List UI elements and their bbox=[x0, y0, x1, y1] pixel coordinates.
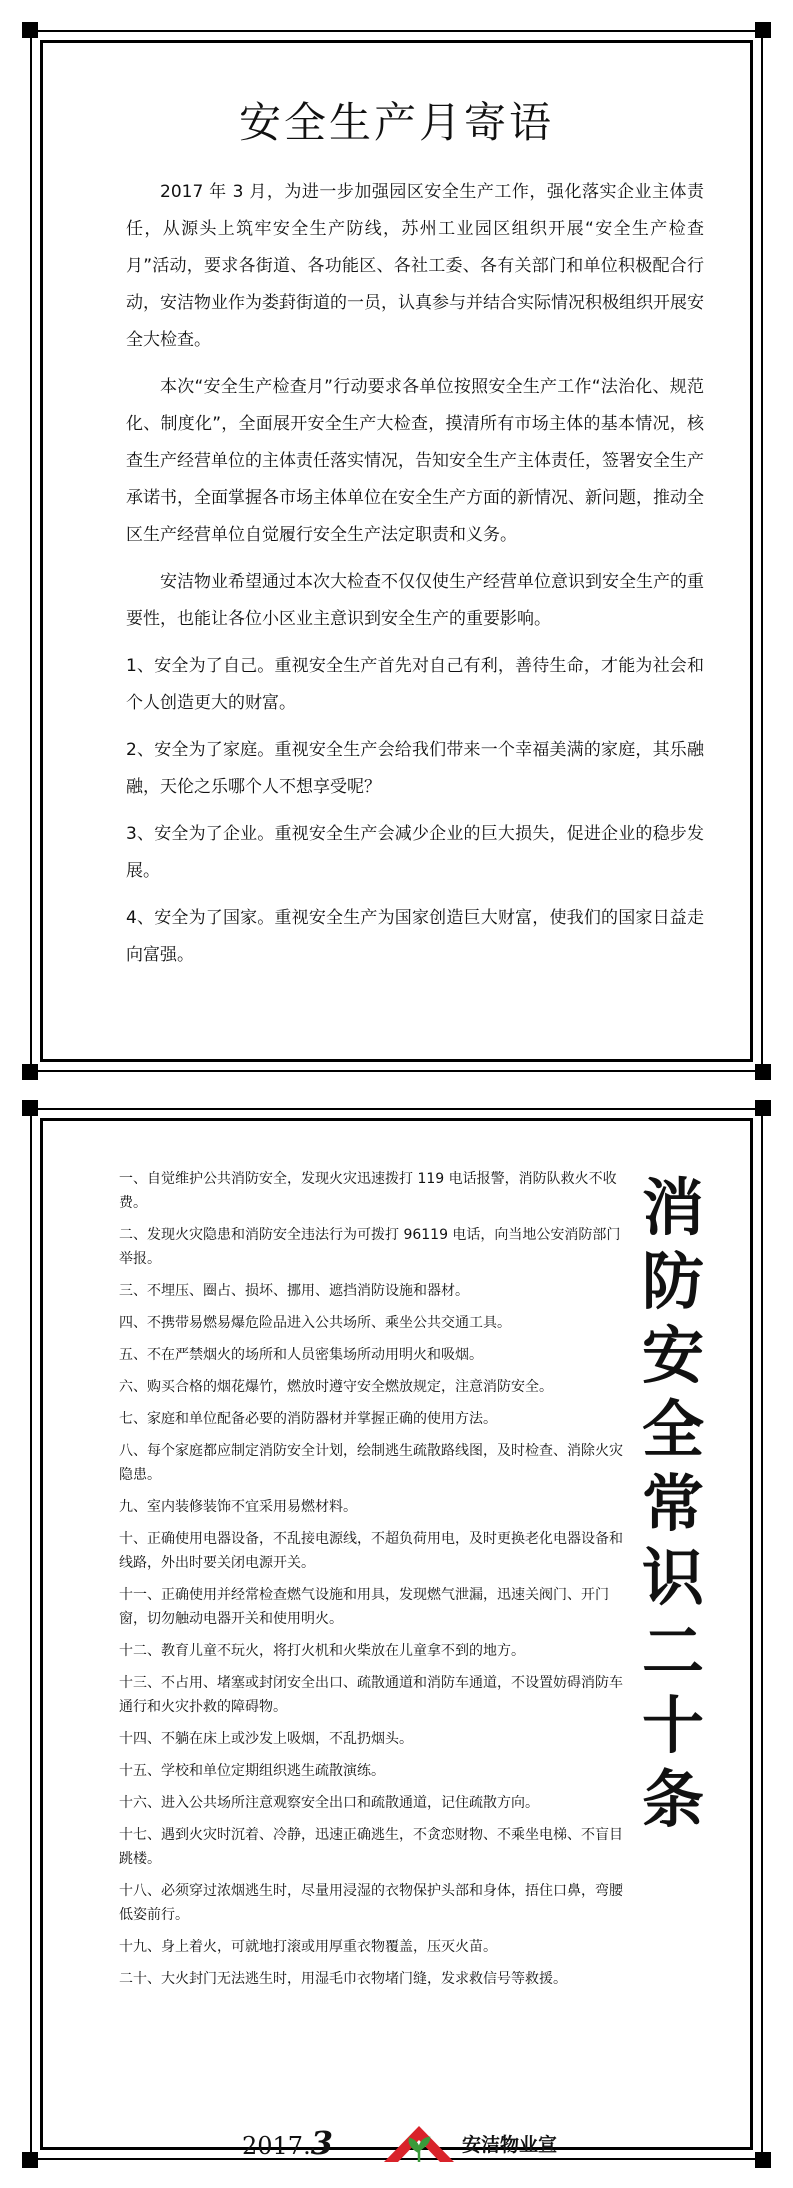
corner-square bbox=[755, 22, 771, 38]
list-item: 十三、不占用、堵塞或封闭安全出口、疏散通道和消防车通道，不设置妨碍消防车通行和火灾扑救的障碍物。 bbox=[119, 1675, 623, 1715]
corner-square bbox=[755, 1064, 771, 1080]
logo-sprout bbox=[410, 2138, 429, 2162]
list-item: 十六、进入公共场所注意观察安全出口和疏散通道，记住疏散方向。 bbox=[119, 1795, 539, 1811]
corner-square bbox=[22, 1064, 38, 1080]
fire-safety-list bbox=[119, 1167, 629, 1999]
date-month: 3 bbox=[310, 2124, 333, 2162]
intro-paragraph: 2017 年 3 月，为进一步加强园区安全生产工作，强化落实企业主体责任，从源头上筑牢安全生产防线，苏州工业园区组织开展“安全生产检查月”活动，要求各街道、各功能区、各社工委、各有关部门和单位积极配合行动，安洁物业作为娄葑街道的一员，认真参与并结合实际情况积极组织开展安全大检查。 bbox=[126, 182, 704, 350]
fire-safety-panel bbox=[22, 1100, 771, 2168]
list-item: 二、发现火灾隐患和消防安全违法行为可拨打 96119 电话，向当地公安消防部门举报。 bbox=[119, 1227, 621, 1267]
safety-point: 2、安全为了家庭。重视安全生产会给我们带来一个幸福美满的家庭，其乐融融，天伦之乐哪个人不想享受呢？ bbox=[126, 740, 704, 797]
safety-month-message-panel bbox=[22, 22, 771, 1080]
intro-paragraph: 本次“安全生产检查月”行动要求各单位按照安全生产工作“法治化、规范化、制度化”，全面展开安全生产大检查，摸清所有市场主体的基本情况，核查生产经营单位的主体责任落实情况，告知安全生产主体责任，签署安全生产承诺书，全面掌握各市场主体单位在安全生产方面的新情况、新问题，推动全区生产经营单位自觉履行安全生产法定职责和义务。 bbox=[126, 377, 704, 545]
corner-square bbox=[22, 1100, 38, 1116]
page-title: 安全生产月寄语 bbox=[238, 98, 554, 147]
footer bbox=[22, 2120, 771, 2166]
list-item: 九、室内装修装饰不宜采用易燃材料。 bbox=[119, 1499, 357, 1515]
list-item: 十五、学校和单位定期组织逃生疏散演练。 bbox=[119, 1763, 385, 1779]
date-year: 2017. bbox=[242, 2132, 311, 2160]
vertical-title: 消防安全常识二十条 bbox=[641, 1171, 704, 1836]
list-item: 八、每个家庭都应制定消防安全计划，绘制逃生疏散路线图，及时检查、消除火灾隐患。 bbox=[119, 1443, 623, 1483]
list-item: 五、不在严禁烟火的场所和人员密集场所动用明火和吸烟。 bbox=[119, 1347, 483, 1363]
list-item: 二十、大火封门无法逃生时，用湿毛巾衣物堵门缝，发求救信号等救援。 bbox=[119, 1971, 567, 1987]
anjie-logo-icon bbox=[382, 2122, 456, 2164]
list-item: 十、正确使用电器设备，不乱接电源线，不超负荷用电，及时更换老化电器设备和线路，外出时要关闭电源开关。 bbox=[119, 1531, 623, 1571]
list-item: 一、自觉维护公共消防安全，发现火灾迅速拨打 119 电话报警，消防队救火不收费。 bbox=[119, 1171, 617, 1211]
issue-date bbox=[242, 2124, 333, 2162]
list-item: 十七、遇到火灾时沉着、冷静，迅速正确逃生，不贪恋财物、不乘坐电梯、不盲目跳楼。 bbox=[119, 1827, 623, 1867]
message-body bbox=[126, 174, 704, 984]
safety-point: 1、安全为了自己。重视安全生产首先对自己有利，善待生命，才能为社会和个人创造更大的财富。 bbox=[126, 656, 704, 713]
list-item: 三、不埋压、圈占、损坏、挪用、遮挡消防设施和器材。 bbox=[119, 1283, 469, 1299]
list-item: 十一、正确使用并经常检查燃气设施和用具，发现燃气泄漏，迅速关阀门、开门窗，切勿触动电器开关和使用明火。 bbox=[119, 1587, 609, 1627]
list-item: 十九、身上着火，可就地打滚或用厚重衣物覆盖，压灭火苗。 bbox=[119, 1939, 497, 1955]
list-item: 十四、不躺在床上或沙发上吸烟，不乱扔烟头。 bbox=[119, 1731, 413, 1747]
list-item: 十八、必须穿过浓烟逃生时，尽量用浸湿的衣物保护头部和身体，捂住口鼻，弯腰低姿前行。 bbox=[119, 1883, 623, 1923]
corner-square bbox=[755, 1100, 771, 1116]
intro-paragraph: 安洁物业希望通过本次大检查不仅仅使生产经营单位意识到安全生产的重要性，也能让各位小区业主意识到安全生产的重要影响。 bbox=[126, 572, 704, 629]
safety-point: 4、安全为了国家。重视安全生产为国家创造巨大财富，使我们的国家日益走向富强。 bbox=[126, 908, 704, 965]
list-item: 十二、教育儿童不玩火，将打火机和火柴放在儿童拿不到的地方。 bbox=[119, 1643, 525, 1659]
safety-point: 3、安全为了企业。重视安全生产会减少企业的巨大损失，促进企业的稳步发展。 bbox=[126, 824, 704, 881]
corner-square bbox=[22, 22, 38, 38]
list-item: 六、购买合格的烟花爆竹，燃放时遵守安全燃放规定，注意消防安全。 bbox=[119, 1379, 553, 1395]
organization-name: 安洁物业宣 bbox=[462, 2134, 558, 2156]
list-item: 七、家庭和单位配备必要的消防器材并掌握正确的使用方法。 bbox=[119, 1411, 497, 1427]
list-item: 四、不携带易燃易爆危险品进入公共场所、乘坐公共交通工具。 bbox=[119, 1315, 511, 1331]
